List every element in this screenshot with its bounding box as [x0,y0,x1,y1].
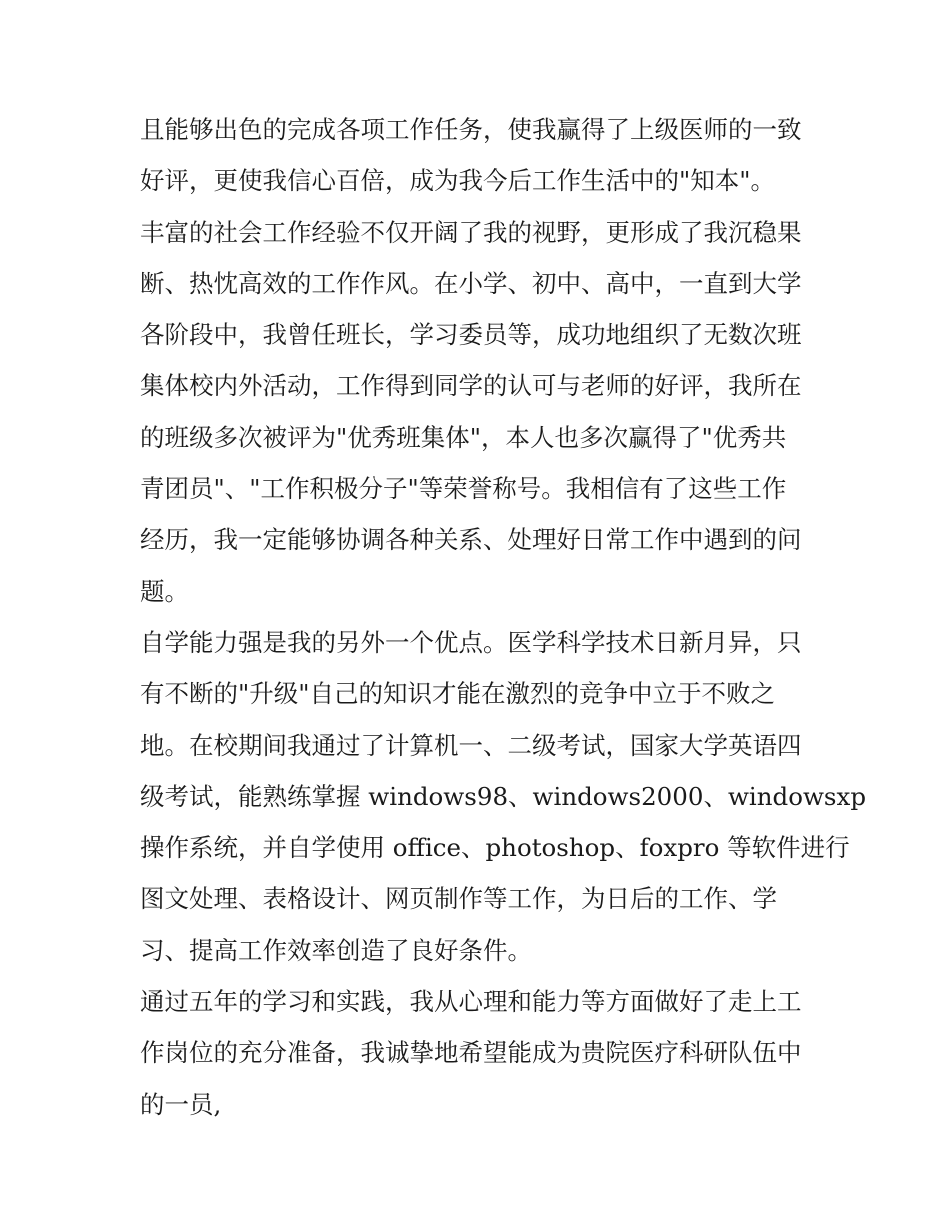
text-line: 各阶段中，我曾任班长，学习委员等，成功地组织了无数次班 [140,320,802,350]
text-line: 集体校内外活动，工作得到同学的认可与老师的好评，我所在 [140,371,802,401]
text-line: 有不断的"升级"自己的知识才能在激烈的竞争中立于不败之 [140,679,776,709]
document-body [140,104,867,1130]
text-line: 断、热忱高效的工作作风。在小学、初中、高中，一直到大学 [140,268,802,298]
text-line: 青团员"、"工作积极分子"等荣誉称号。我相信有了这些工作 [140,474,787,504]
text-line: 丰富的社会工作经验不仅开阔了我的视野，更形成了我沉稳果 [140,217,802,247]
text-line: 级考试，能熟练掌握 windows98、windows2000、windowsxp [140,781,867,811]
text-line: 作岗位的充分准备，我诚挚地希望能成为贵院医疗科研队伍中 [140,1038,802,1068]
text-line: 且能够出色的完成各项工作任务，使我赢得了上级医师的一致 [140,115,802,144]
text-line: 好评，更使我信心百倍，成为我今后工作生活中的"知本"。 [140,166,776,196]
text-line: 的一员, [140,1089,222,1119]
text-line: 地。在校期间我通过了计算机一、二级考试，国家大学英语四 [140,730,802,760]
text-line: 习、提高工作效率创造了良好条件。 [140,935,532,965]
text-line: 题。 [140,576,189,606]
text-line: 通过五年的学习和实践，我从心理和能力等方面做好了走上工 [140,987,802,1017]
text-line: 的班级多次被评为"优秀班集体"，本人也多次赢得了"优秀共 [140,422,787,452]
text-line: 操作系统，并自学使用 office、photoshop、foxpro 等软件进行 [140,833,850,863]
text-line: 自学能力强是我的另外一个优点。医学科学技术日新月异，只 [140,627,802,657]
text-line: 经历，我一定能够协调各种关系、处理好日常工作中遇到的问 [140,525,802,555]
text-line: 图文处理、表格设计、网页制作等工作，为日后的工作、学 [140,884,777,914]
